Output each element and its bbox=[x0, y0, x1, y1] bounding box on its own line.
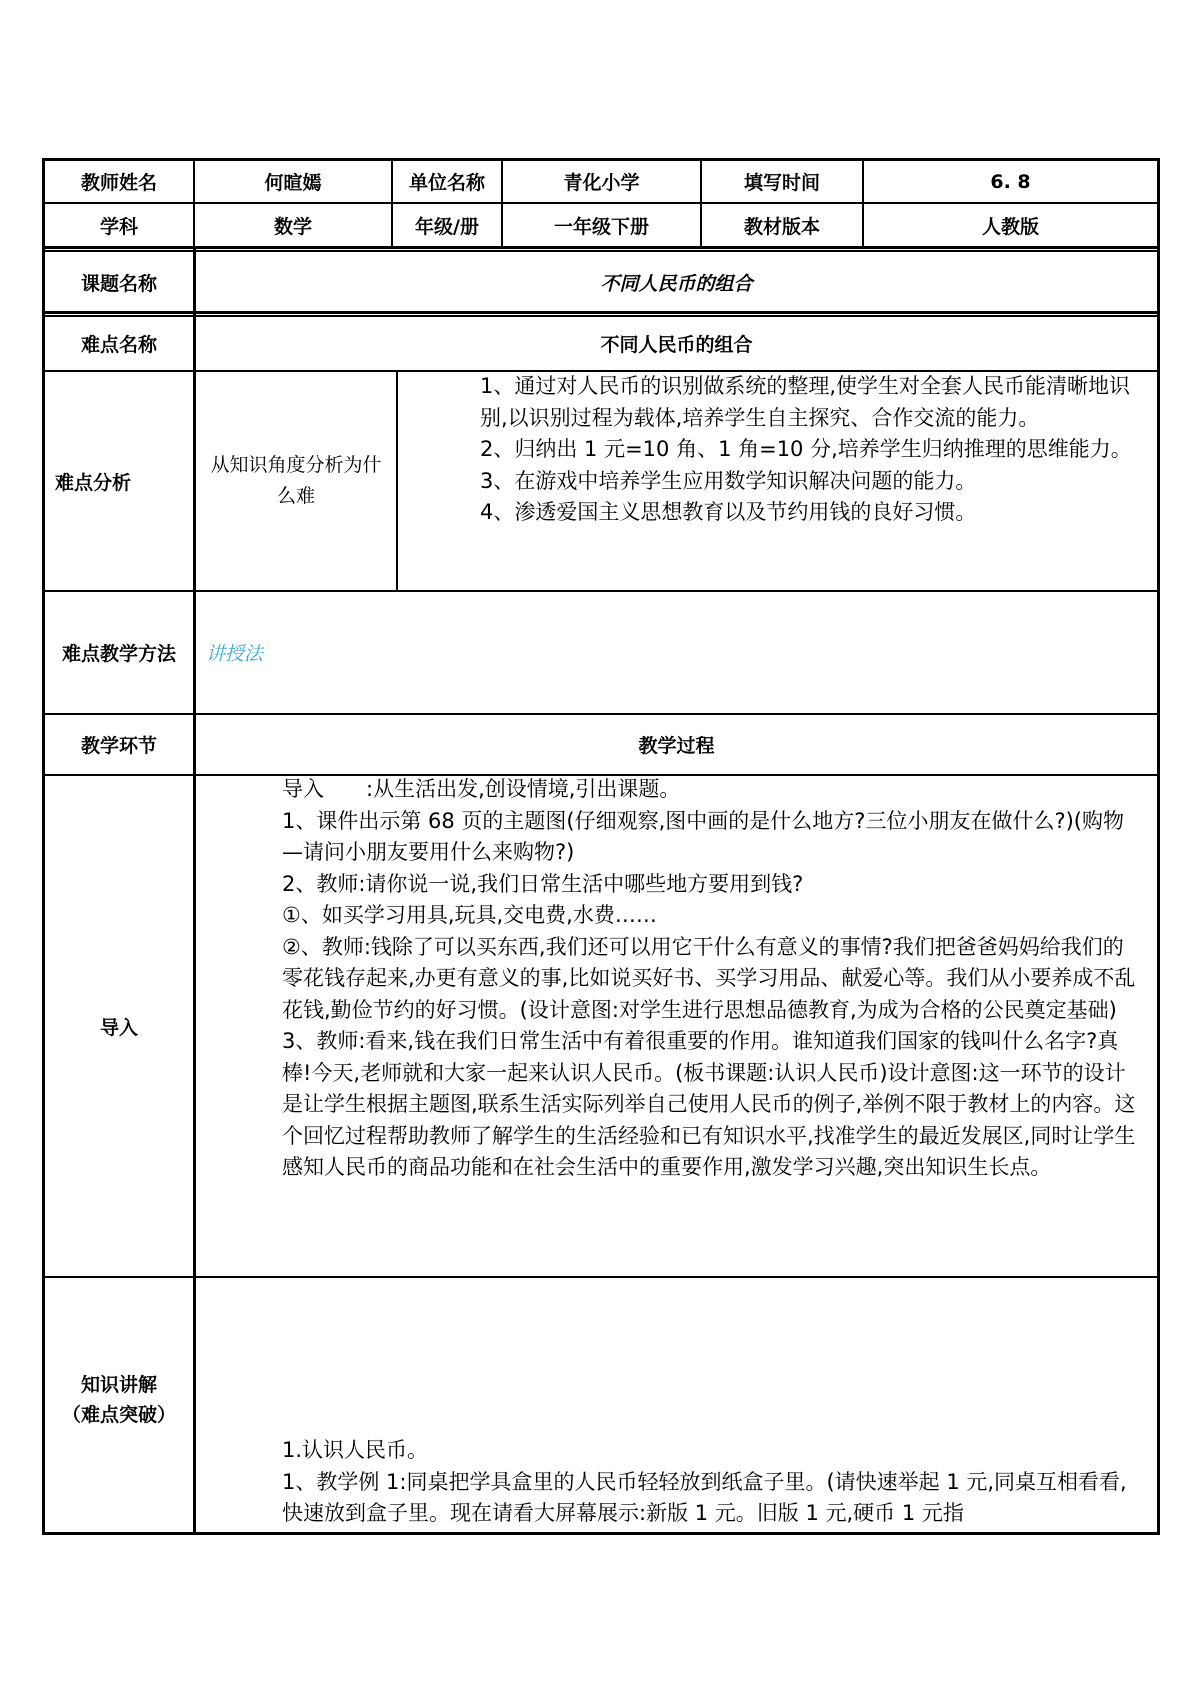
intro-paragraph: ②、教师:钱除了可以买东西,我们还可以用它干什么有意义的事情?我们把爸爸妈妈给我们的零花钱存起来,办更有意义的事,比如说买好书、买学习用品、献爱心等。我们从小要养成不乱花钱,勤俭节约的好习惯。(设计意图:对学生进行思想品德教育,为成为合格的公民奠定基础) bbox=[282, 934, 1136, 1022]
intro-paragraph: 2、教师:请你说一说,我们日常生活中哪些地方要用到钱? bbox=[282, 871, 804, 896]
intro-paragraph: 导入 :从生活出发,创设情境,引出课题。 bbox=[282, 777, 681, 801]
subject-value: 数学 bbox=[273, 215, 312, 238]
grade-value: 一年级下册 bbox=[553, 215, 649, 238]
process-header-value: 教学过程 bbox=[638, 735, 715, 757]
teacher-name-value: 何暄嫣 bbox=[264, 172, 322, 194]
unit-name-label: 单位名称 bbox=[408, 172, 485, 194]
teacher-name-label: 教师姓名 bbox=[80, 172, 157, 194]
method-value: 讲授法 bbox=[206, 643, 264, 665]
difficulty-name-value: 不同人民币的组合 bbox=[600, 334, 753, 356]
knowledge-label-line2: （难点突破） bbox=[61, 1404, 176, 1426]
knowledge-paragraph: 1.认识人民币。 bbox=[282, 1438, 429, 1462]
difficulty-name-label: 难点名称 bbox=[80, 334, 157, 356]
edition-value: 人教版 bbox=[981, 215, 1039, 238]
method-label: 难点教学方法 bbox=[61, 643, 176, 665]
intro-paragraph: ①、如买学习用具,玩具,交电费,水费…… bbox=[282, 903, 657, 927]
subject-label: 学科 bbox=[99, 215, 138, 238]
date-label: 填写时间 bbox=[743, 172, 820, 194]
analysis-label: 难点分析 bbox=[55, 471, 132, 494]
date-value: 6. 8 bbox=[990, 170, 1031, 193]
intro-content bbox=[282, 774, 1138, 1184]
intro-label: 导入 bbox=[99, 1016, 138, 1039]
analysis-point: 3、在游戏中培养学生应用数学知识解决问题的能力。 bbox=[480, 468, 977, 493]
topic-label: 课题名称 bbox=[80, 272, 157, 295]
intro-paragraph: 3、教师:看来,钱在我们日常生活中有着很重要的作用。谁知道我们国家的钱叫什么名字?真棒!今天,老师就和大家一起来认识人民币。(板书课题:认识人民币)设计意图:这一环节的设计是让学生根据主题图,联系生活实际列举自己使用人民币的例子,举例不限于教材上的内容。这个回忆过程帮助教师了解学生的生活经验和已有知识水平,找准学生的最近发展区,同时让学生感知人民币的商品功能和在社会生活中的重要作用,激发学习兴趣,突出知识生长点。 bbox=[282, 1029, 1136, 1179]
intro-paragraph: 1、课件出示第 68 页的主题图(仔细观察,图中画的是什么地方?三位小朋友在做什么?)(购物—请问小朋友要用什么来购物?) bbox=[282, 808, 1124, 864]
knowledge-content bbox=[282, 1435, 1138, 1531]
analysis-sub-label: 从知识角度分析为什么难 bbox=[210, 454, 382, 507]
knowledge-paragraph: 1、教学例 1:同桌把学具盒里的人民币轻轻放到纸盒子里。(请快速举起 1 元,同桌互相看看,快速放到盒子里。现在请看大屏幕展示:新版 1 元。旧版 1 元,硬币 1 元指 bbox=[282, 1469, 1127, 1525]
grade-label: 年级/册 bbox=[415, 215, 479, 238]
unit-name-value: 青化小学 bbox=[563, 172, 640, 194]
analysis-points bbox=[480, 371, 1152, 529]
knowledge-label bbox=[45, 1370, 193, 1430]
edition-label: 教材版本 bbox=[743, 215, 820, 238]
analysis-point: 1、通过对人民币的识别做系统的整理,使学生对全套人民币能清晰地识别,以识别过程为载体,培养学生自主探究、合作交流的能力。 bbox=[480, 374, 1131, 430]
topic-value: 不同人民币的组合 bbox=[600, 272, 753, 295]
analysis-point: 2、归纳出 1 元=10 角、1 角=10 分,培养学生归纳推理的思维能力。 bbox=[480, 437, 1132, 461]
knowledge-label-line1: 知识讲解 bbox=[80, 1374, 157, 1396]
analysis-point: 4、渗透爱国主义思想教育以及节约用钱的良好习惯。 bbox=[480, 500, 977, 524]
process-header-label: 教学环节 bbox=[80, 735, 157, 757]
